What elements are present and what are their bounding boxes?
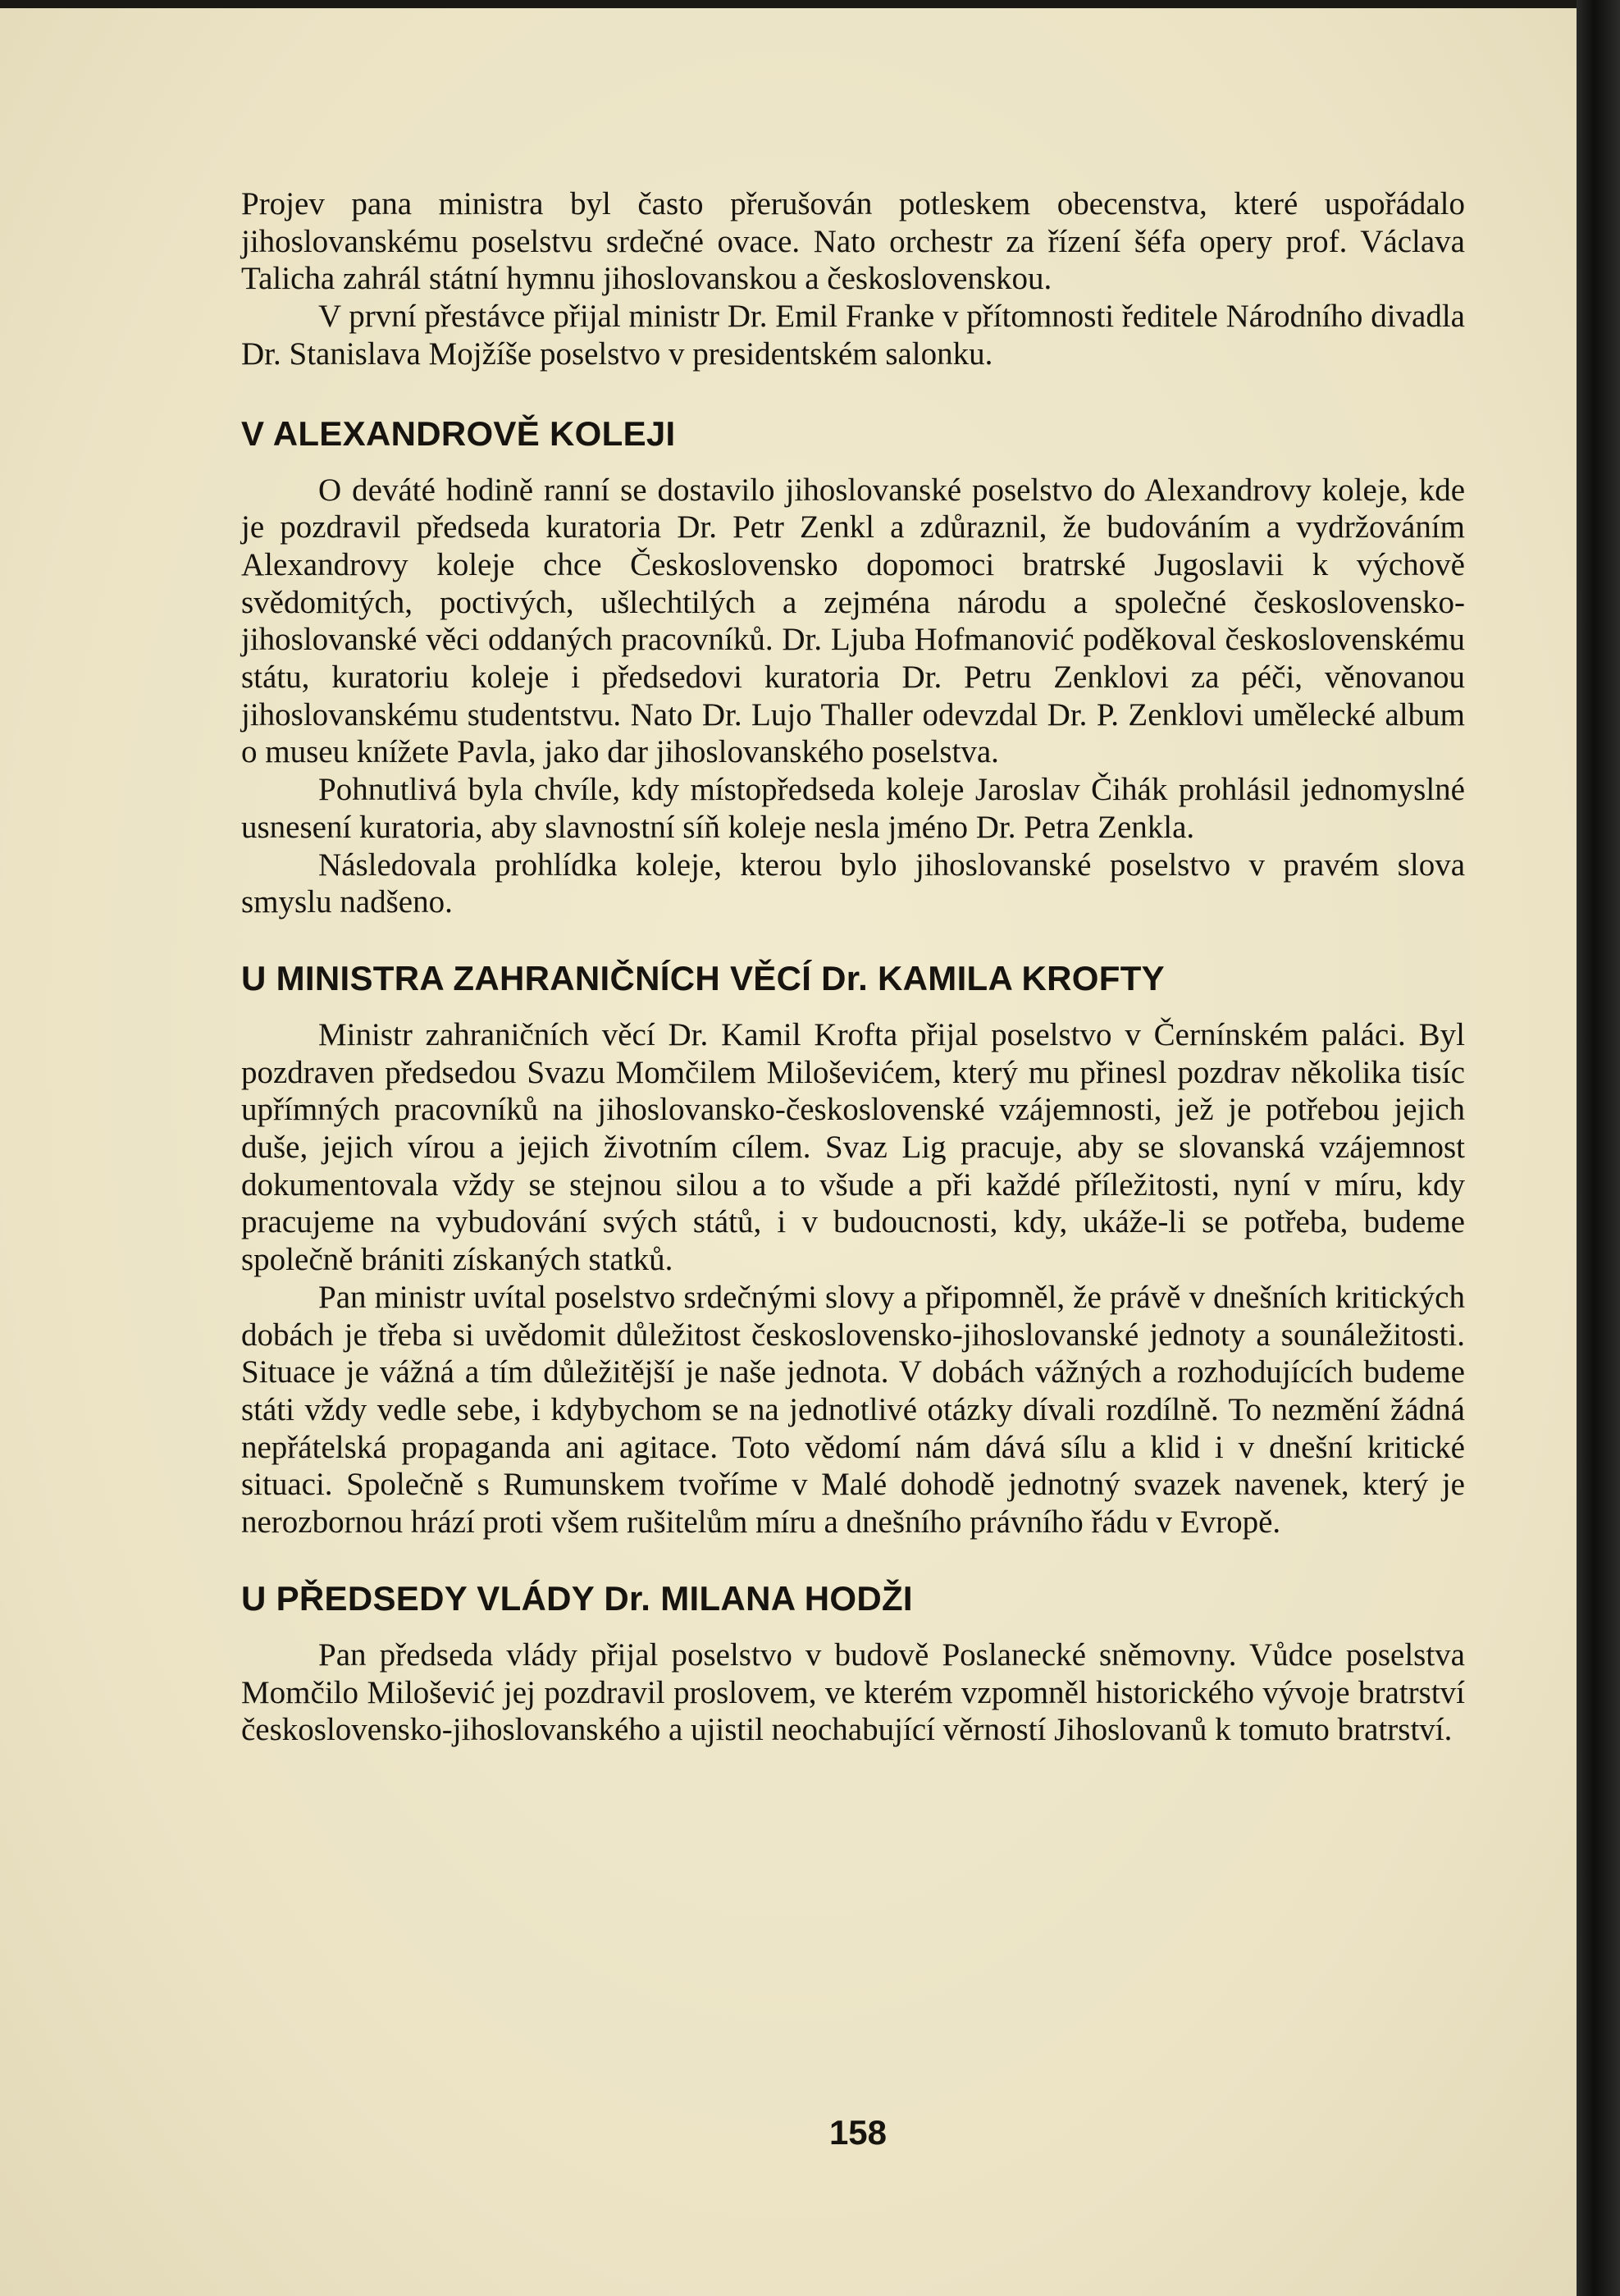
section-heading-alexandrova-kolej: V ALEXANDROVĚ KOLEJI [241, 413, 676, 453]
book-spine-gutter [1577, 0, 1620, 2296]
page-number: 158 [828, 2113, 888, 2152]
section1-paragraph-3: Následovala prohlídka koleje, kterou bylo jihoslovanské poselstvo v pravém slova smyslu nadšeno. [241, 847, 1465, 920]
section2-paragraph-2: Pan ministr uvítal poselstvo srdečnými slovy a připomněl, že právě v dnešních kritických dobách je třeba si uvědomit důležitost československo-jihoslovanské jednoty a sounáležitosti. Situace je vážná a tím důležitější je naše jednota. V dobách vážných a rozhodujících budeme státi vždy vedle sebe, i kdybychom se na jednotlivé otázky dívali rozdílně. To nezmění žádná nepřátelská propaganda ani agitace. Toto vědomí nám dává sílu a klid i v dnešní kritické situaci. Společně s Rumunskem tvoříme v Malé dohodě jednotný svazek navenek, který je nerozbornou hrází proti všem rušitelům míru a dnešního právního řádu v Evropě. [241, 1279, 1465, 1541]
book-page [0, 8, 1577, 2296]
intro-paragraph-1: Projev pana ministra byl často přerušován potleskem obecenstva, které uspořádalo jihoslovanskému poselstvu srdečné ovace. Nato orchestr za řízení šéfa opery prof. Václava Talicha zahrál státní hymnu jihoslovanskou a československou. [241, 186, 1465, 297]
section1-paragraph-2: Pohnutlivá byla chvíle, kdy místopředseda koleje Jaroslav Čihák prohlásil jednomyslné usnesení kuratoria, aby slavnostní síň koleje nesla jméno Dr. Petra Zenkla. [241, 772, 1465, 845]
page-text-column [241, 185, 1465, 1749]
intro-paragraph-2: V první přestávce přijal ministr Dr. Emil Franke v přítomnosti ředitele Národního divadla Dr. Stanislava Mojžíše poselstvo v presidentském salonku. [241, 299, 1465, 372]
section-heading-predseda-vlady: U PŘEDSEDY VLÁDY Dr. MILANA HODŽI [241, 1578, 913, 1618]
section3-paragraph-1: Pan předseda vlády přijal poselstvo v budově Poslanecké sněmovny. Vůdce poselstva Momčilo Milošević jej pozdravil proslovem, ve kterém vzpomněl historického vývoje bratrství československo-jihoslovanského a ujistil neochabující věrností Jihoslovanů k tomuto bratrství. [241, 1636, 1465, 1748]
section2-paragraph-1: Ministr zahraničních věcí Dr. Kamil Krofta přijal poselstvo v Černínském paláci. Byl pozdraven předsedou Svazu Momčilem Miloševićem, který mu přinesl pozdrav několika tisíc upřímných pracovníků na jihoslovansko-československé vzájemnosti, jež je potřebou jejich duše, jejich vírou a jejich životním cílem. Svaz Lig pracuje, aby se slovanská vzájemnost dokumentovala vždy se stejnou silou a to všude a při každé příležitosti, nyní v míru, kdy pracujeme na vybudování svých států, i v budoucnosti, kdy, ukáže-li se potřeba, budeme společně brániti získaných statků. [241, 1016, 1465, 1278]
section-heading-ministr-zahranicnich-veci: U MINISTRA ZAHRANIČNÍCH VĚCÍ Dr. KAMILA KROFTY [241, 958, 1165, 997]
section1-paragraph-1: O deváté hodině ranní se dostavilo jihoslovanské poselstvo do Alexandrovy koleje, kde je pozdravil předseda kuratoria Dr. Petr Zenkl a zdůraznil, že budováním a vydržováním Alexandrovy koleje chce Československo dopomoci bratrské Jugoslavii k výchově svědomitých, poctivých, ušlechtilých a zejména národu a společné československo-jihoslovanské věci oddaných pracovníků. Dr. Ljuba Hofmanović poděkoval československému státu, kuratoriu koleje i předsedovi kuratoria Dr. Petru Zenklovi za péči, věnovanou jihoslovanskému studentstvu. Nato Dr. Lujo Thaller odevzdal Dr. P. Zenklovi umělecké album o museu knížete Pavla, jako dar jihoslovanského poselstva. [241, 472, 1465, 770]
page-number-footer [0, 2113, 1577, 2152]
